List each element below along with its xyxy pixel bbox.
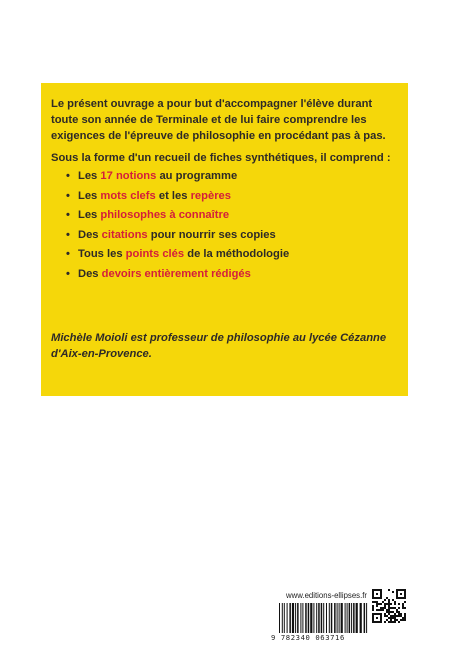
list-item: • Les mots clefs et les repères [66, 188, 289, 208]
list-item: • Des citations pour nourrir ses copies [66, 227, 289, 247]
intro-line-2: toute son année de Terminale et de lui faire comprendre les [51, 114, 367, 126]
publisher-website: www.editions-ellipses.fr [285, 591, 367, 600]
list-item: • Les philosophes à connaître [66, 207, 289, 227]
author-bio [51, 330, 406, 362]
lead-sentence: Sous la forme d'un recueil de fiches synthétiques, il comprend : [51, 152, 391, 164]
list-item: • Tous les points clés de la méthodologie [66, 246, 289, 266]
qr-code-icon [372, 589, 406, 623]
intro-line-1: Le présent ouvrage a pour but d'accompagner l'élève durant [51, 98, 373, 110]
intro-line-3: exigences de l'épreuve de philosophie en procédant pas à pas. [51, 130, 386, 142]
intro-paragraph [51, 96, 401, 144]
author-line-1: Michèle Moioli est professeur de philosophie au lycée Cézanne [51, 332, 387, 344]
list-item: • Des devoirs entièrement rédigés [66, 266, 289, 286]
author-line-2: d'Aix-en-Provence. [51, 348, 152, 360]
isbn-digits: 9 782340 063716 [271, 633, 345, 642]
contents-list [66, 168, 289, 286]
list-item: • Les 17 notions au programme [66, 168, 289, 188]
